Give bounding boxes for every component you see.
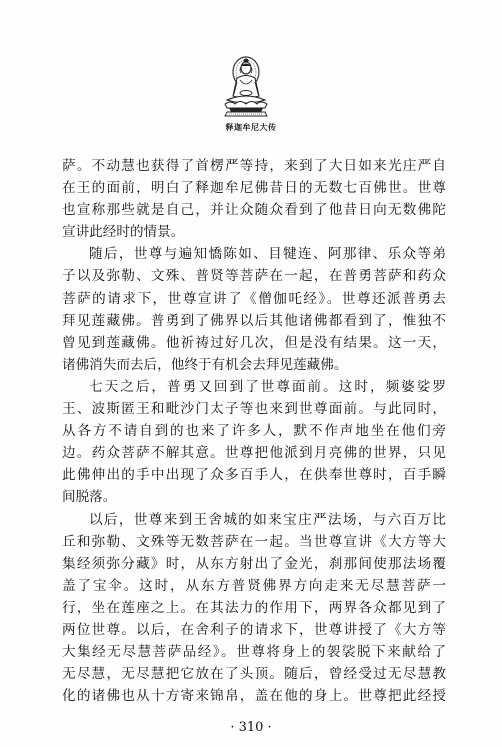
text-line: 无尽慧，无尽慧把它放在了头顶。随后，曾经受过无尽慧教 xyxy=(62,666,446,683)
text-line: 也宣称那些就是自己，并让众随众看到了他昔日向无数佛陀 xyxy=(62,202,446,219)
seated-buddha-illustration xyxy=(215,52,277,122)
running-header: 释迦牟尼大传 xyxy=(225,122,277,132)
text-line: 大集经无尽慧菩萨品经》。世尊将身上的袈裟脱下来献给了 xyxy=(62,644,446,661)
text-line: 边。药众菩萨不解其意。世尊把他派到月亮佛的世界，只见 xyxy=(62,445,446,462)
text-line: 菩萨的请求下，世尊宣讲了《僧伽吒经》。世尊还派普勇去 xyxy=(62,290,446,307)
text-line: 行，坐在莲座之上。在其法力的作用下，两界各众都见到了 xyxy=(62,599,446,616)
text-line: 盖了宝伞。这时，从东方普贤佛界方向走来无尽慧菩萨一 xyxy=(62,577,446,594)
page-number: · 310 · xyxy=(230,720,272,735)
text-line: 化的诸佛也从十方寄来锦帛，盖在他的身上。世尊把此经授 xyxy=(62,688,446,705)
text-line: 拜见莲藏佛。普勇到了佛界以后其他诸佛都看到了，惟独不 xyxy=(62,312,446,329)
text-line: 集经须弥分藏》时，从东方射出了金光，刹那间使那法场覆 xyxy=(62,555,446,572)
text-line: 两位世尊。以后，在舍利子的请求下，世尊讲授了《大方等 xyxy=(62,621,446,638)
text-line: 诸佛消失而去后，他终于有机会去拜见莲藏佛。 xyxy=(62,356,348,373)
text-line: 此佛伸出的手中出现了众多百手人，在供奉世尊时，百手瞬 xyxy=(62,467,446,484)
text-line: 随后，世尊与遍知憍陈如、目犍连、阿那律、乐众等弟 xyxy=(89,246,446,263)
text-line: 七天之后，普勇又回到了世尊面前。这时，频婆娑罗 xyxy=(89,378,446,395)
body-text xyxy=(62,155,446,707)
text-line: 丘和弥勒、文殊等无数菩萨在一起。当世尊宣讲《大方等大 xyxy=(62,533,446,550)
text-line: 曾见到莲藏佛。他祈祷过好几次，但是没有结果。这一天， xyxy=(62,334,446,351)
text-line: 在王的面前，明白了释迦牟尼佛昔日的无数七百佛世。世尊 xyxy=(62,180,446,197)
text-line: 间脱落。 xyxy=(62,489,117,506)
text-line: 宣讲此经时的情景。 xyxy=(62,224,185,241)
text-line: 王、波斯匿王和毗沙门太子等也来到世尊面前。与此同时， xyxy=(62,401,446,418)
text-line: 子以及弥勒、文殊、普贤等菩萨在一起，在普勇菩萨和药众 xyxy=(62,268,446,285)
text-line: 以后，世尊来到王舍城的如来宝庄严法场，与六百万比 xyxy=(89,511,446,528)
text-line: 从各方不请自到的也来了许多人，默不作声地坐在他们旁 xyxy=(62,423,446,440)
text-line: 萨。不动慧也获得了首楞严等持，来到了大日如来光庄严自 xyxy=(62,158,446,174)
